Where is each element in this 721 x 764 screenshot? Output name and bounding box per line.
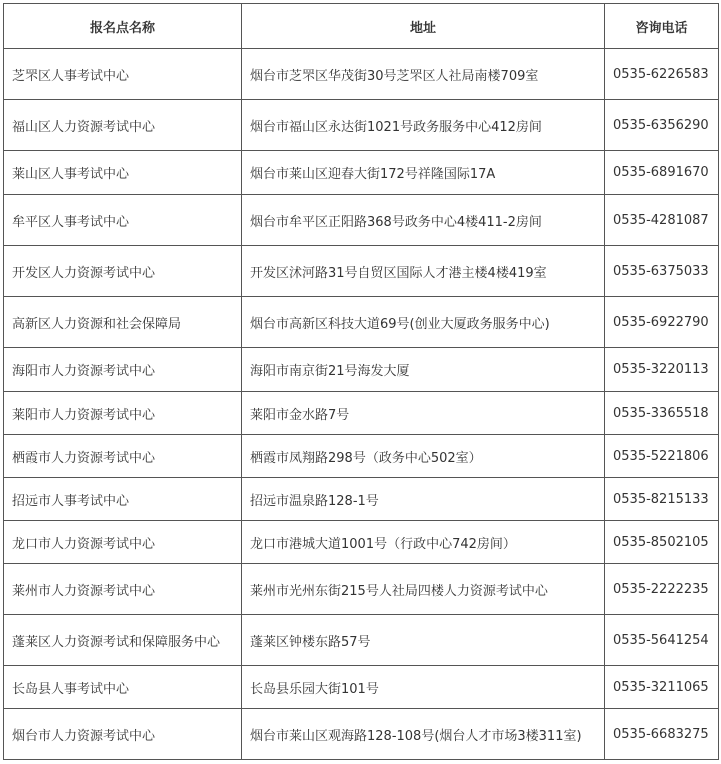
header-phone: 咨询电话 [605, 4, 719, 49]
cell-name: 芝罘区人事考试中心 [4, 49, 242, 100]
cell-name: 龙口市人力资源考试中心 [4, 521, 242, 564]
cell-name: 开发区人力资源考试中心 [4, 246, 242, 297]
cell-address: 烟台市莱山区迎春大街172号祥隆国际17A [242, 151, 605, 195]
cell-address: 烟台市福山区永达街1021号政务服务中心412房间 [242, 100, 605, 151]
cell-name: 高新区人力资源和社会保障局 [4, 297, 242, 348]
cell-name: 海阳市人力资源考试中心 [4, 348, 242, 392]
cell-address: 龙口市港城大道1001号（行政中心742房间） [242, 521, 605, 564]
cell-address: 招远市温泉路128-1号 [242, 478, 605, 521]
cell-phone: 0535-5641254 [605, 615, 719, 666]
cell-address: 开发区沭河路31号自贸区国际人才港主楼4楼419室 [242, 246, 605, 297]
cell-address: 海阳市南京街21号海发大厦 [242, 348, 605, 392]
cell-phone: 0535-3220113 [605, 348, 719, 392]
table-row [4, 348, 719, 392]
table-header-row [4, 4, 719, 49]
cell-phone: 0535-6891670 [605, 151, 719, 195]
table-row [4, 246, 719, 297]
cell-phone: 0535-6683275 [605, 709, 719, 760]
header-address: 地址 [242, 4, 605, 49]
table-row [4, 666, 719, 709]
cell-address: 烟台市莱山区观海路128-108号(烟台人才市场3楼311室) [242, 709, 605, 760]
cell-address: 蓬莱区钟楼东路57号 [242, 615, 605, 666]
table-row [4, 521, 719, 564]
table-row [4, 615, 719, 666]
table-row [4, 151, 719, 195]
table-row [4, 195, 719, 246]
cell-name: 莱州市人力资源考试中心 [4, 564, 242, 615]
table-row [4, 100, 719, 151]
cell-phone: 0535-6356290 [605, 100, 719, 151]
cell-phone: 0535-5221806 [605, 435, 719, 478]
cell-phone: 0535-8502105 [605, 521, 719, 564]
cell-address: 长岛县乐园大街101号 [242, 666, 605, 709]
cell-phone: 0535-6922790 [605, 297, 719, 348]
cell-name: 莱阳市人力资源考试中心 [4, 392, 242, 435]
cell-name: 招远市人事考试中心 [4, 478, 242, 521]
cell-address: 烟台市芝罘区华茂街30号芝罘区人社局南楼709室 [242, 49, 605, 100]
table-row [4, 49, 719, 100]
header-name: 报名点名称 [4, 4, 242, 49]
cell-address: 莱州市光州东街215号人社局四楼人力资源考试中心 [242, 564, 605, 615]
cell-name: 莱山区人事考试中心 [4, 151, 242, 195]
cell-phone: 0535-6375033 [605, 246, 719, 297]
table-row [4, 297, 719, 348]
cell-name: 栖霞市人力资源考试中心 [4, 435, 242, 478]
cell-phone: 0535-2222235 [605, 564, 719, 615]
cell-phone: 0535-3365518 [605, 392, 719, 435]
cell-address: 栖霞市凤翔路298号（政务中心502室） [242, 435, 605, 478]
cell-name: 牟平区人事考试中心 [4, 195, 242, 246]
cell-name: 长岛县人事考试中心 [4, 666, 242, 709]
cell-phone: 0535-6226583 [605, 49, 719, 100]
cell-phone: 0535-4281087 [605, 195, 719, 246]
cell-address: 烟台市牟平区正阳路368号政务中心4楼411-2房间 [242, 195, 605, 246]
cell-phone: 0535-3211065 [605, 666, 719, 709]
table-row [4, 709, 719, 760]
table-row [4, 392, 719, 435]
table-row [4, 564, 719, 615]
cell-phone: 0535-8215133 [605, 478, 719, 521]
cell-address: 烟台市高新区科技大道69号(创业大厦政务服务中心) [242, 297, 605, 348]
cell-name: 烟台市人力资源考试中心 [4, 709, 242, 760]
table-row [4, 435, 719, 478]
cell-name: 蓬莱区人力资源考试和保障服务中心 [4, 615, 242, 666]
table-row [4, 478, 719, 521]
cell-address: 莱阳市金水路7号 [242, 392, 605, 435]
registration-table [3, 3, 719, 760]
cell-name: 福山区人力资源考试中心 [4, 100, 242, 151]
